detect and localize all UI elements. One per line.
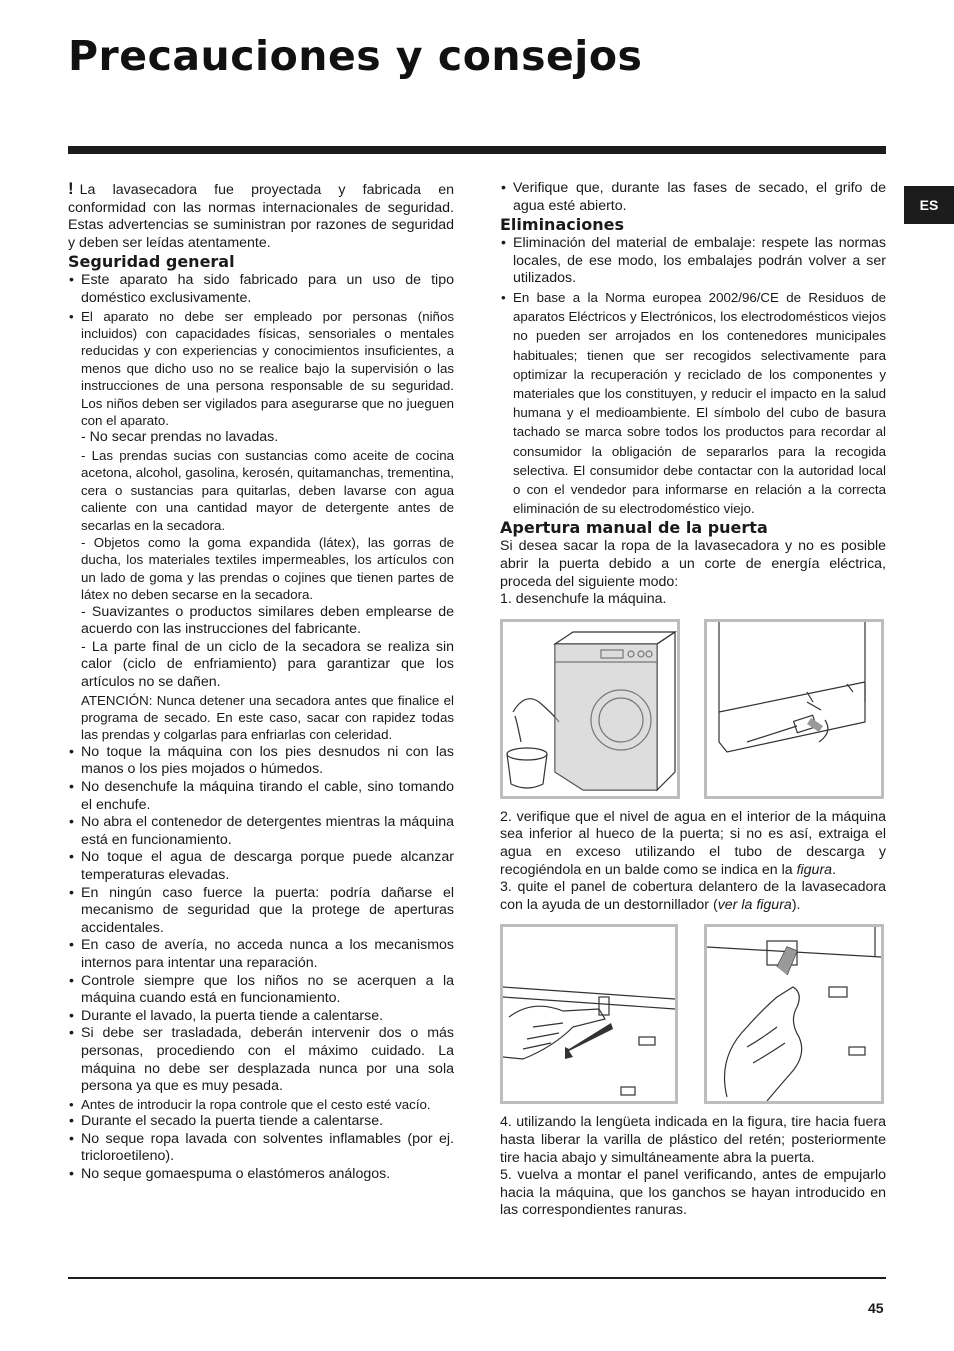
step-2: 2. verifique que el nivel de agua en el interior de la máquina sea inferior al hueco de la puerta; si no es así, extraiga el agua en exceso utilizando el tubo de descarga y recogiéndola en un balde como se indica en la figura.	[500, 808, 886, 878]
eliminaciones-list	[500, 235, 886, 518]
list-item: • No toque la máquina con los pies desnudos ni con las manos o los pies mojados o húmedos.	[68, 744, 454, 779]
warning-icon: !	[68, 179, 74, 198]
page-number: 45	[868, 1300, 884, 1316]
secado-list	[500, 180, 886, 215]
washer-drain-figure	[500, 619, 680, 799]
list-item: • No abra el contenedor de detergentes mientras la máquina está en funcionamiento.	[68, 814, 454, 849]
list-item: • El aparato no debe ser empleado por personas (niños incluidos) con capacidades físicas, sensoriales o mentales reducidas y con experiencias y conocimientos insuficientes, a menos que dicho uso no se realice bajo la supervisión o las instrucciones de una persona responsable de su seguridad. Los niños deben ser vigilados para asegurarse que no jueguen con el aparato.	[68, 308, 454, 430]
tab-pull-figure	[500, 924, 678, 1104]
sub-item: - No secar prendas no lavadas.	[81, 429, 279, 446]
figure-row-2	[500, 924, 884, 1104]
list-item: • No desenchufe la máquina tirando el cable, sino tomando el enchufe.	[68, 779, 454, 814]
list-item: • Antes de introducir la ropa controle que el cesto esté vacío.	[68, 1096, 454, 1113]
list-item: • Controle siempre que los niños no se acerquen a la máquina cuando está en funcionamiento.	[68, 973, 454, 1008]
list-item: • Este aparato ha sido fabricado para un uso de tipo doméstico exclusivamente.	[68, 272, 454, 307]
intro-text: La lavasecadora fue proyectada y fabricada en conformidad con las normas internacionales de seguridad. Estas advertencias se suministran por razones de seguridad y deben ser leídas atentamente.	[68, 182, 454, 251]
apertura-intro: Si desea sacar la ropa de la lavasecadora y no es posible abrir la puerta debido a un corte de energía eléctrica, proceda del siguiente modo:	[500, 538, 886, 590]
list-item: • Durante el lavado, la puerta tiende a calentarse.	[68, 1008, 454, 1026]
intro-paragraph	[68, 180, 454, 252]
list-item: • En ningún caso fuerce la puerta: podría dañarse el mecanismo de seguridad que la protege de aperturas accidentales.	[68, 885, 454, 938]
step-3: 3. quite el panel de cobertura delantero de la lavasecadora con la ayuda de un destornillador (ver la figura).	[500, 879, 886, 913]
section-title-seguridad: Seguridad general	[68, 252, 235, 272]
language-tab: ES	[904, 186, 954, 224]
list-item: • Verifique que, durante las fases de secado, el grifo de agua esté abierto.	[500, 180, 886, 215]
panel-screwdriver-figure	[704, 619, 884, 799]
tab-pull-illustration	[503, 927, 675, 1101]
panel-screwdriver-illustration	[707, 622, 881, 796]
section-title-apertura: Apertura manual de la puerta	[500, 518, 768, 538]
page-title: Precauciones y consejos	[68, 32, 643, 80]
seguridad-list	[68, 272, 454, 429]
sub-item: - Objetos como la goma expandida (látex), las gorras de ducha, los materiales textiles impermeables, los artículos con un lado de goma y las prendas o cojines que tienen partes de látex no deben secarse en la secadora.	[81, 535, 454, 603]
list-item: • Eliminación del material de embalaje: respete las normas locales, de ese modo, los embalajes podrán volver a ser utilizados.	[500, 235, 886, 288]
list-item: • En caso de avería, no acceda nunca a los mecanismos internos para intentar una reparación.	[68, 937, 454, 972]
sub-item: - Las prendas sucias con sustancias como aceite de cocina acetona, alcohol, gasolina, kerosén, quitamanchas, trementina, cera o sustancias para quitarlas, deben lavarse con agua caliente con una cantidad mayor de detergente antes de secarlas en la secadora.	[81, 448, 454, 533]
right-column	[500, 180, 886, 1220]
bottom-divider	[68, 1277, 886, 1279]
list-item: • Durante el secado la puerta tiende a calentarse.	[68, 1113, 454, 1131]
seguridad-list-2	[68, 744, 454, 1184]
left-column	[68, 180, 454, 1184]
section-title-eliminaciones: Eliminaciones	[500, 215, 624, 235]
sub-item: - La parte final de un ciclo de la secadora se realiza sin calor (ciclo de enfriamiento) para garantizar que los artículos no se dañen.	[81, 638, 454, 691]
sub-item-atencion: ATENCIÓN: Nunca detener una secadora antes que finalice el programa de secado. En este caso, sacar con rapidez todas las prendas y colgarlas para enfriarlas con celeridad.	[81, 692, 454, 743]
list-item: • Si debe ser trasladada, deberán intervenir dos o más personas, procediendo con el máximo cuidado. La máquina no debe ser desplazada nunca por una sola persona ya que es muy pesada.	[68, 1025, 454, 1095]
sub-item: - Suavizantes o productos similares deben emplearse de acuerdo con las instrucciones del fabricante.	[81, 603, 454, 638]
list-item: • No seque ropa lavada con solventes inflamables (por ej. tricloroetileno).	[68, 1131, 454, 1166]
list-item: • En base a la Norma europea 2002/96/CE de Residuos de aparatos Eléctricos y Electrónicos, los electrodomésticos viejos no pueden ser arrojados en los contenedores municipales habituales; tienen que ser recogidos selectivamente para optimizar la recuperación y reciclado de los componentes y materiales que los constituyen, y reducir el impacto en la salud humana y el medioambiente. El símbolo del cubo de basura tachado se marca sobre todos los productos para recordar al consumidor la obligación de separarlos para la recogida selectiva. El consumidor debe contactar con la autoridad local o con el vendedor para informarse en relación a la correcta eliminación de su electrodoméstico viejo.	[500, 288, 886, 518]
top-divider	[68, 146, 886, 154]
step-4: 4. utilizando la lengüeta indicada en la figura, tire hacia fuera hasta liberar la varilla de plástico del retén; posteriormente tire hacia abajo y simultáneamente abra la puerta.	[500, 1114, 886, 1166]
step-5: 5. vuelva a montar el panel verificando, antes de empujarlo hacia la máquina, que los ganchos se hayan introducido en las correspondientes ranuras.	[500, 1167, 886, 1219]
step-1: 1. desenchufe la máquina.	[500, 591, 667, 608]
figure-row-1	[500, 619, 884, 799]
screwdriver-release-figure	[704, 924, 884, 1104]
list-item: • No toque el agua de descarga porque puede alcanzar temperaturas elevadas.	[68, 849, 454, 884]
screwdriver-release-illustration	[707, 927, 881, 1101]
washer-drain-illustration	[503, 622, 677, 796]
list-item: • No seque gomaespuma o elastómeros análogos.	[68, 1166, 454, 1184]
